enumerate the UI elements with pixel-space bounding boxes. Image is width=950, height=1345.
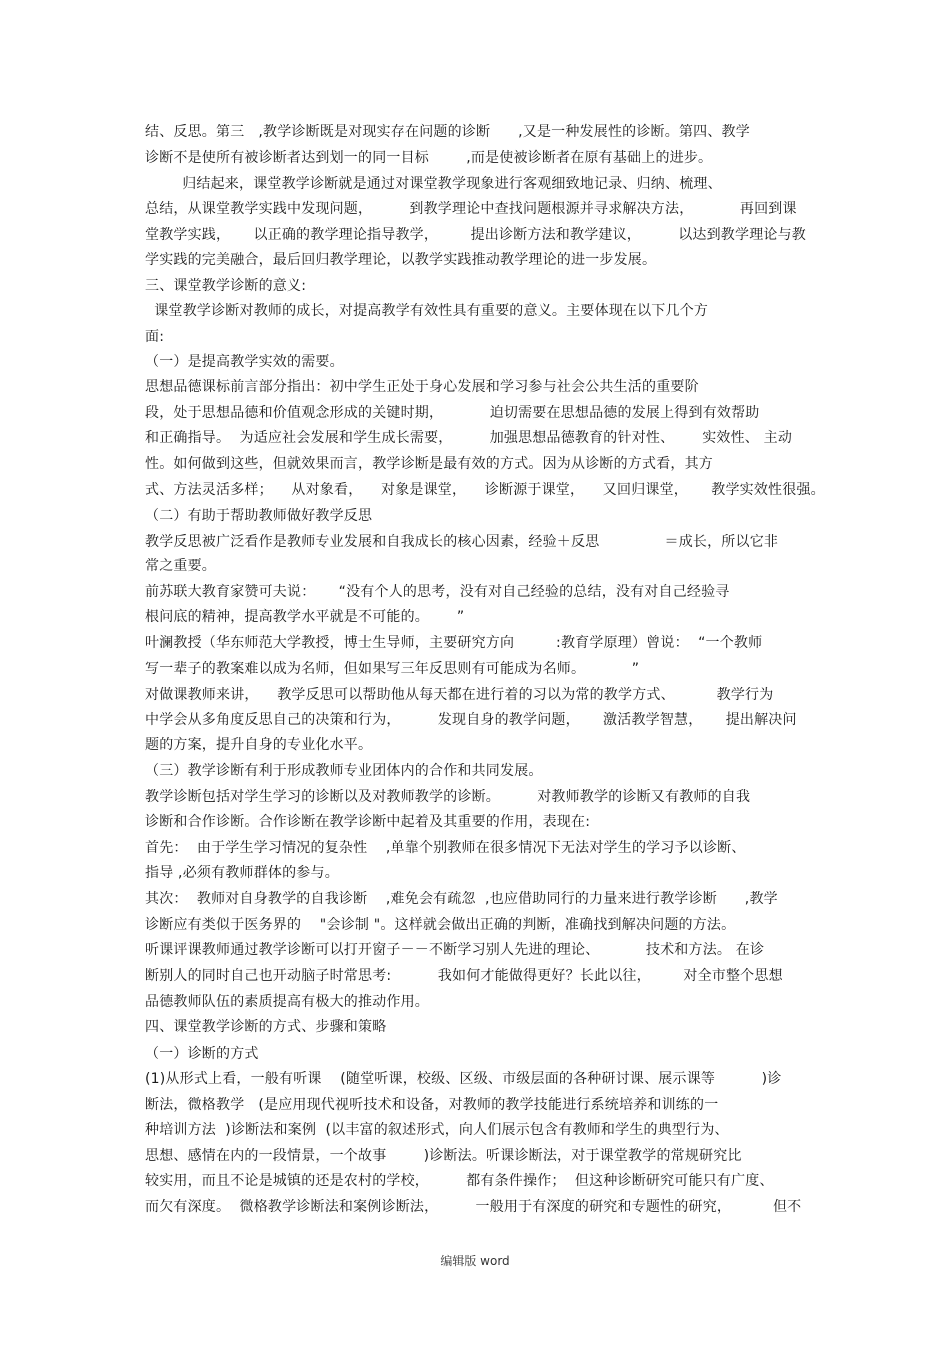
text-line: (1)从形式上看，一般有听课 (随堂听课，校级、区级、市级层面的各种研讨课、展示课等 )诊 [145, 1071, 782, 1087]
text-line: 其次： 教师对自身教学的自我诊断 ,难免会有疏忽 ,也应借助同行的力量来进行教学诊断 ,教学 [145, 891, 778, 907]
text-line: 思想、感情在内的一段情景，一个故事 )诊断法。听课诊断法，对于课堂教学的常规研究比 [145, 1148, 742, 1164]
text-line: 断别人的同时自己也开动脑子时常思考: 我如何才能做得更好？长此以往， 对全市整个思想 [145, 968, 783, 984]
text-line: 堂教学实践， 以正确的教学理论指导教学， 提出诊断方法和教学建议， 以达到教学理论与教 [145, 227, 807, 243]
text-line: 学实践的完美融合，最后回归教学理论，以教学实践推动教学理论的进一步发展。 [145, 252, 657, 268]
text-line: 首先： 由于学生学习情况的复杂性 ,单靠个别教师在很多情况下无法对学生的学习予以诊断、 [145, 840, 746, 856]
text-line: 而欠有深度。 微格教学诊断法和案例诊断法， 一般用于有深度的研究和专题性的研究， 但不 [145, 1199, 802, 1215]
text-line: （三）教学诊断有利于形成教师专业团体内的合作和共同发展。 [145, 763, 543, 779]
text-line: 种培训方法 )诊断法和案例 (以丰富的叙述形式，向人们展示包含有教师和学生的典型行为、 [145, 1122, 729, 1138]
text-line: 对做课教师来讲， 教学反思可以帮助他从每天都在进行着的习以为常的教学方式、 教学行为 [145, 687, 774, 703]
text-line: 性。如何做到这些，但就效果而言，教学诊断是最有效的方式。因为从诊断的方式看，其方 [145, 456, 713, 472]
text-line: 常之重要。 [145, 558, 216, 574]
text-line: 和正确指导。 为适应社会发展和学生成长需要， 加强思想品德教育的针对性、 实效性、 主动 [145, 430, 793, 446]
text-line: 写一辈子的教案难以成为名师，但如果写三年反思则有可能成为名师。 ” [145, 661, 640, 677]
text-line: 式、方法灵活多样； 从对象看， 对象是课堂， 诊断源于课堂， 又回归课堂， 教学实效性很强。 [145, 482, 825, 498]
text-line: 诊断不是使所有被诊断者达到划一的同一目标 ,而是使被诊断者在原有基础上的进步。 [145, 150, 713, 166]
text-line: 三、课堂教学诊断的意义: [145, 278, 307, 294]
text-line: 归结起来，课堂教学诊断就是通过对课堂教学现象进行客观细致地记录、归纳、梳理、 [145, 176, 722, 192]
text-line: （一）诊断的方式 [145, 1046, 259, 1062]
text-line: 总结，从课堂教学实践中发现问题， 到教学理论中查找问题根源并寻求解决方法， 再回到课 [145, 201, 797, 217]
text-line: 中学会从多角度反思自己的决策和行为， 发现自身的教学问题， 激活教学智慧， 提出解决问 [145, 712, 797, 728]
text-line: 教学诊断包括对学生学习的诊断以及对教师教学的诊断。 对教师教学的诊断又有教师的自我 [145, 789, 751, 805]
text-line: 面: [145, 329, 165, 345]
text-line: 根问底的精神，提高教学水平就是不可能的。 ” [145, 609, 465, 625]
text-line: 诊断和合作诊断。合作诊断在教学诊断中起着及其重要的作用，表现在: [145, 814, 591, 830]
text-line: （一）是提高教学实效的需要。 [145, 354, 344, 370]
text-line: 听课评课教师通过教学诊断可以打开窗子－－不断学习别人先进的理论、 技术和方法。 在诊 [145, 942, 765, 958]
text-line: 诊断应有类似于医务界的 "会诊制 "。这样就会做出正确的判断，准确找到解决问题的方法。 [145, 917, 736, 933]
page-footer: 编辑版 word [440, 1254, 510, 1268]
text-line: 品德教师队伍的素质提高有极大的推动作用。 [145, 994, 429, 1010]
text-line: 前苏联大教育家赞可夫说： “没有个人的思考，没有对自己经验的总结，没有对自己经验寻 [145, 584, 730, 600]
text-line: 思想品德课标前言部分指出：初中学生正处于身心发展和学习参与社会公共生活的重要阶 [145, 379, 699, 395]
text-line: 断法，微格教学 (是应用现代视听技术和设备，对教师的教学技能进行系统培养和训练的一 [145, 1097, 719, 1113]
text-line: 教学反思被广泛看作是教师专业发展和自我成长的核心因素，经验＋反思 ＝成长，所以它非 [145, 534, 779, 550]
text-line: 段，处于思想品德和价值观念形成的关键时期， 迫切需要在思想品德的发展上得到有效帮助 [145, 405, 760, 421]
text-line: （二）有助于帮助教师做好教学反思 [145, 508, 373, 524]
text-line: 叶澜教授（华东师范大学教授，博士生导师，主要研究方向 :教育学原理）曾说： “一个教师 [145, 635, 763, 651]
text-line: 指导 ,必须有教师群体的参与。 [145, 865, 339, 881]
text-line: 较实用，而且不论是城镇的还是农村的学校， 都有条件操作； 但这种诊断研究可能只有广度、 [145, 1173, 774, 1189]
text-line: 四、课堂教学诊断的方式、步骤和策略 [145, 1019, 387, 1035]
text-line: 题的方案，提升自身的专业化水平。 [145, 737, 373, 753]
text-line: 结、反思。第三 ,教学诊断既是对现实存在问题的诊断 ,又是一种发展性的诊断。第四、教学 [145, 124, 750, 140]
text-line: 课堂教学诊断对教师的成长，对提高教学有效性具有重要的意义。主要体现在以下几个方 [145, 303, 709, 319]
